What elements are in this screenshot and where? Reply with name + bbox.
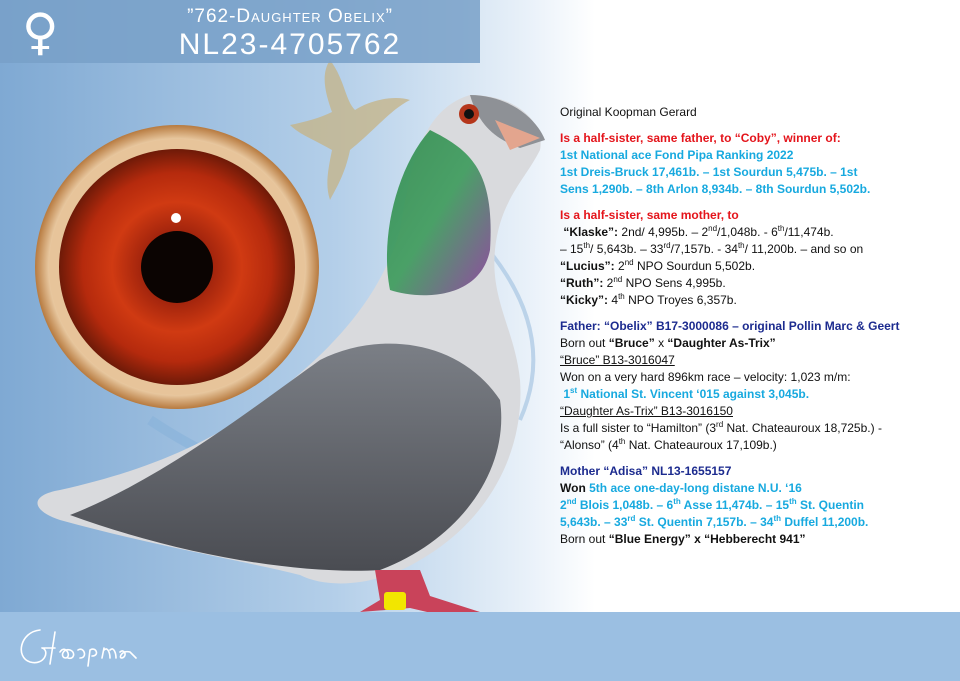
mother-results-line-2: 2nd Blois 1,048b. – 6th Asse 11,474b. – 15th St. Quentin	[560, 497, 864, 512]
klaske-line: “Klaske”: 2nd/ 4,995b. – 2nd/1,048b. - 6th/11,474b.	[563, 224, 834, 239]
ring-number: NL23-4705762	[178, 28, 402, 61]
father-born-line: Born out “Bruce” x “Daughter As-Trix”	[560, 336, 776, 350]
coby-line-2: 1st Dreis-Bruck 17,461b. – 1st Sourdun 5,475b. – 1st	[560, 165, 858, 179]
female-symbol-icon: ♀	[22, 3, 59, 61]
father-heading: Father: “Obelix” B17-3000086 – original Pollin Marc & Geert	[560, 319, 900, 333]
coby-heading: Is a half-sister, same father, to “Coby”, winner of:	[560, 131, 841, 145]
kicky-line: “Kicky”: 4th NPO Troyes 6,357b.	[560, 292, 737, 307]
klaske-line-2: – 15th/ 5,643b. – 33rd/7,157b. - 34th/ 11,200b. – and so on	[560, 241, 864, 256]
coby-line-3: Sens 1,290b. – 8th Arlon 8,934b. – 8th Sourdun 5,502b.	[560, 182, 871, 196]
mother-born-line: Born out “Blue Energy” x “Hebberecht 941”	[560, 532, 806, 546]
origin-line: Original Koopman Gerard	[560, 105, 697, 119]
won-line: Won on a very hard 896km race – velocity: 1,023 m/m:	[560, 370, 851, 384]
ruth-line: “Ruth”: 2nd NPO Sens 4,995b.	[560, 275, 726, 290]
mother-results-line-3: 5,643b. – 33rd St. Quentin 7,157b. – 34th Duffel 11,200b.	[560, 514, 869, 529]
pedigree-text	[560, 104, 952, 548]
bruce-line: “Bruce” B13-3016047	[560, 353, 675, 367]
mother-sibs-heading: Is a half-sister, same mother, to	[560, 208, 739, 222]
mother-heading: Mother “Adisa” NL13-1655157	[560, 464, 732, 478]
lucius-line: “Lucius”: 2nd NPO Sourdun 5,502b.	[560, 258, 756, 273]
sister-line: Is a full sister to “Hamilton” (3rd Nat. Chateauroux 18,725b.) -	[560, 420, 882, 435]
mother-won-line: Won 5th ace one-day-long distane N.U. ‘16	[560, 481, 802, 495]
national-line: 1st National St. Vincent ‘015 against 3,045b.	[563, 386, 810, 401]
alonso-line: “Alonso” (4th Nat. Chateauroux 17,109b.)	[560, 437, 777, 452]
pigeon-name: ”762-Daughter Obelix”	[187, 6, 393, 27]
signature-logo	[10, 622, 150, 672]
dam-line: “Daughter As-Trix” B13-3016150	[560, 404, 733, 418]
coby-line-1: 1st National ace Fond Pipa Ranking 2022	[560, 148, 794, 162]
